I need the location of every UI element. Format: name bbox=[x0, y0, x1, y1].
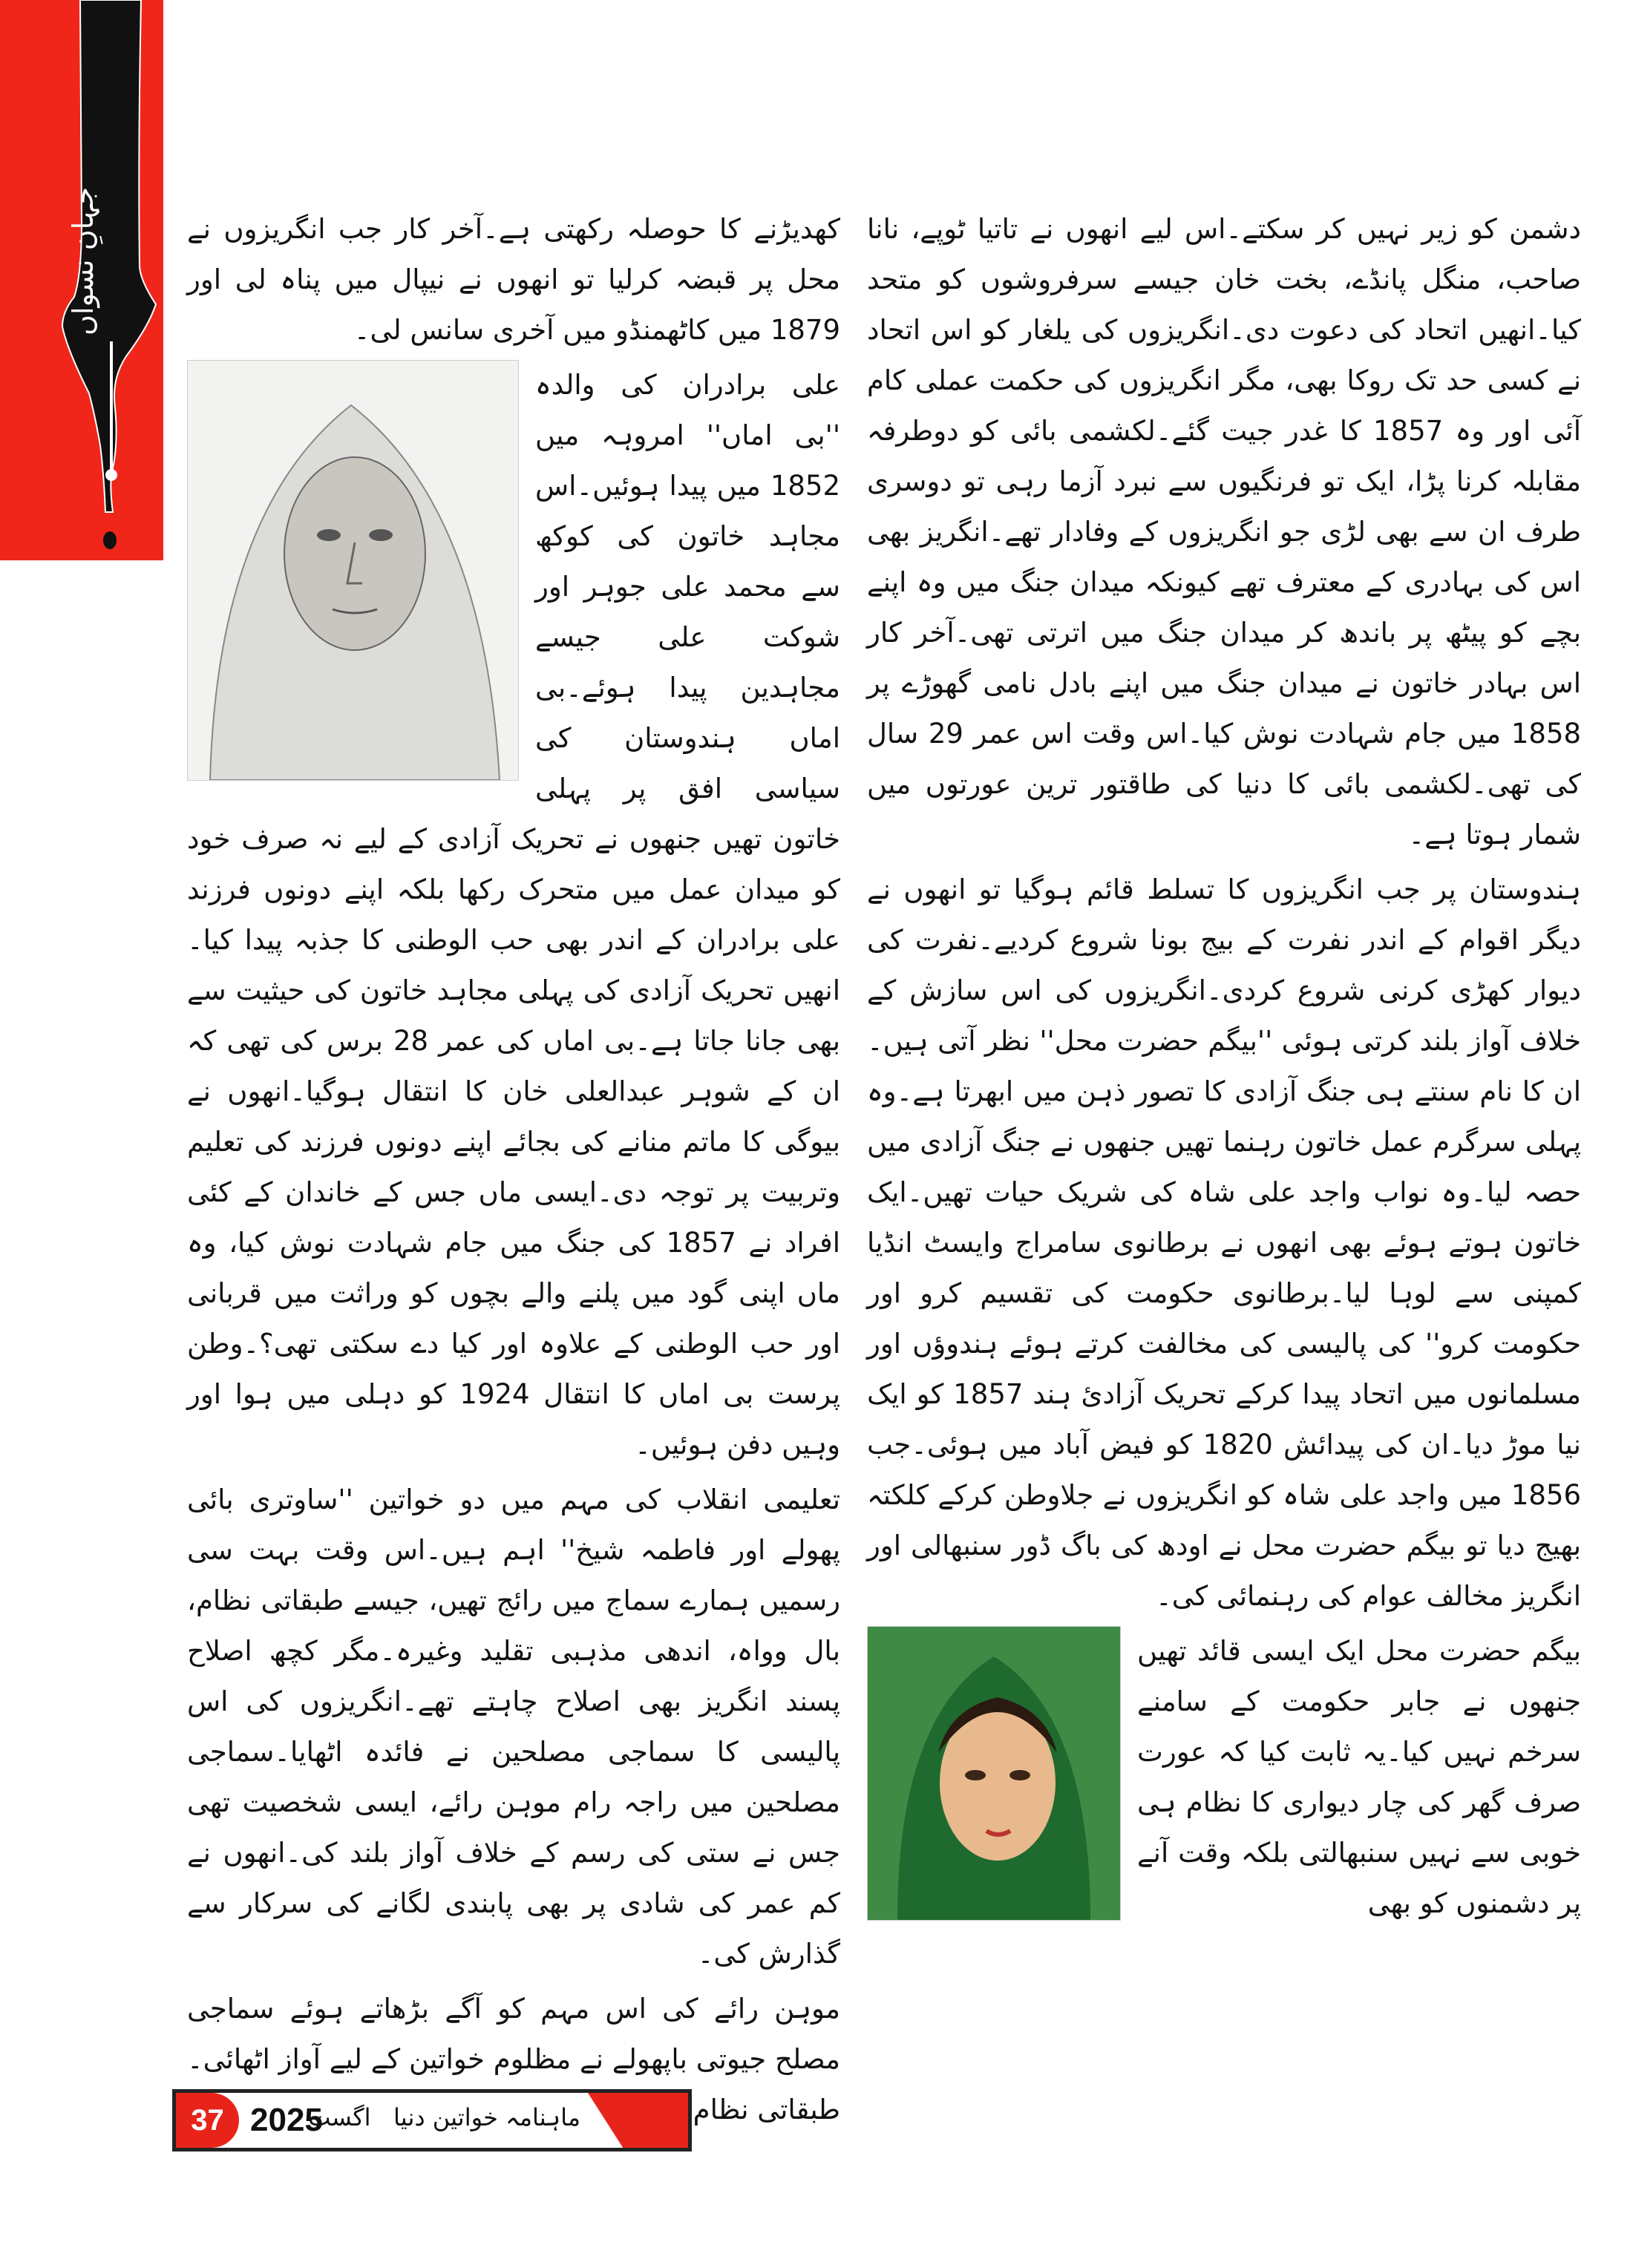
magazine-name: ماہنامہ خواتین دنیا bbox=[393, 2103, 580, 2131]
paragraph: بیگم حضرت محل ایک ایسی قائد تھیں جنھوں نے جابر حکومت کے سامنے سرخم نہیں کیا۔یہ ثابت کیا کہ عورت صرف گھر کی چار دیواری کا نظام ہی خوبی سے نہیں سنبھالتی بلکہ وقت آنے پر دشمنوں کو بھی bbox=[1137, 1635, 1581, 1919]
magazine-title bbox=[308, 2103, 580, 2131]
bi-amma-sketch-portrait bbox=[187, 360, 519, 781]
page-number: 37 bbox=[176, 2093, 239, 2148]
paragraph: موہن رائے کی اس مہم کو آگے بڑھاتے ہوئے سماجی مصلح جیوتی باپھولے نے مظلوم خواتین کے لیے آواز اٹھائی۔طبقاتی نظام bbox=[187, 1993, 840, 2126]
section-banner bbox=[0, 0, 163, 560]
issue-year: 2025 bbox=[250, 2102, 323, 2138]
paragraph: دشمن کو زیر نہیں کر سکتے۔اس لیے انھوں نے تاتیا ٹوپے، نانا صاحب، منگل پانڈے، بخت خان جیسے سرفروشوں کو متحد کیا۔انھیں اتحاد کی دعوت دی۔انگریزوں کی یلغار کو اس اتحاد نے کسی حد تک روکا بھی، مگر انگریزوں کی حکمت عملی کام آئی اور وہ 1857 کا غدر جیت گئے۔لکشمی بائی کو دوطرفہ مقابلہ کرنا پڑا، ایک تو فرنگیوں سے نبرد آزما رہی تو دوسری طرف ان سے بھی لڑی جو انگریزوں کے وفادار تھے۔انگریز بھی اس کی بہادری کے معترف تھے کیونکہ میدان جنگ میں وہ اپنے بچے کو پیٹھ پر باندھ کر میدان جنگ میں اترتی تھی۔آخر کار اس بہادر خاتون نے میدان جنگ میں اپنے بادل نامی گھوڑے پر 1858 میں جام شہادت نوش کیا۔اس وقت اس عمر 29 سال کی تھی۔لکشمی بائی کا دنیا کی طاقتور ترین عورتوں میں شمار ہوتا ہے۔ bbox=[867, 213, 1581, 850]
paragraph: تعلیمی انقلاب کی مہم میں دو خواتین ''ساوتری بائی پھولے اور فاطمہ شیخ'' اہم ہیں۔اس وقت بہت سی رسمیں ہمارے سماج میں رائج تھیں، جیسے طبقاتی نظام، بال وواہ، اندھی مذہبی تقلید وغیرہ۔مگر کچھ اصلاح پسند انگریز بھی اصلاح چاہتے تھے۔انگریزوں کی اس پالیسی کا سماجی مصلحین نے فائدہ اٹھایا۔سماجی مصلحین میں راجہ رام موہن رائے، ایسی شخصیت تھی جس نے ستی کی رسم کے خلاف آواز بلند کی۔انھوں نے کم عمر کی شادی پر بھی پابندی لگانے کی سرکار سے گذارش کی۔ bbox=[187, 1484, 840, 1970]
section-title: جہانِ نسواں bbox=[67, 187, 99, 335]
woman-pen-logo-icon bbox=[588, 2093, 688, 2148]
page-footer bbox=[172, 2089, 692, 2151]
paragraph: علی برادران کی والدہ ''بی اماں'' امروہہ میں 1852 میں پیدا ہوئیں۔اس مجاہد خاتون کی کوکھ سے محمد علی جوہر اور شوکت علی جیسے مجاہدین پیدا ہوئے۔بی اماں ہندوستان کی سیاسی افق پر پہلی خاتون تھیں جنھوں نے تحریک آزادی کے لیے نہ صرف خود کو میدان عمل میں متحرک رکھا بلکہ اپنے دونوں فرزند علی برادران کے اندر بھی حب الوطنی کا جذبہ پیدا کیا۔انھیں تحریک آزادی کی پہلی مجاہد خاتون کی حیثیت سے بھی جانا جاتا ہے۔بی اماں کی عمر 28 برس کی تھی کہ ان کے شوہر عبدالعلی خان کا انتقال ہوگیا۔انھوں نے بیوگی کا ماتم منانے کی بجائے اپنے دونوں فرزند کی تعلیم وتربیت پر توجہ دی۔ایسی ماں جس کے خاندان کے کئی افراد نے 1857 کی جنگ میں جام شہادت نوش کیا، وہ ماں اپنی گود میں پلنے والے بچوں کو وراثت میں قربانی اور حب الوطنی کے علاوہ اور کیا دے سکتی تھی؟۔وطن پرست بی اماں کا انتقال 1924 کو دہلی میں ہوا اور وہیں دفن ہوئیں۔ bbox=[187, 369, 840, 1461]
paragraph: ہندوستان پر جب انگریزوں کا تسلط قائم ہوگیا تو انھوں نے دیگر اقوام کے اندر نفرت کے بیج بونا شروع کردیے۔نفرت کی دیوار کھڑی کرنی شروع کردی۔انگریزوں کی اس سازش کے خلاف آواز بلند کرتی ہوئی ''بیگم حضرت محل'' نظر آتی ہیں۔ان کا نام سنتے ہی جنگ آزادی کا تصور ذہن میں ابھرتا ہے۔وہ پہلی سرگرم عمل خاتون رہنما تھیں جنھوں نے جنگ آزادی میں حصہ لیا۔وہ نواب واجد علی شاہ کی شریک حیات تھیں۔ایک خاتون ہوتے ہوئے بھی انھوں نے برطانوی سامراج وایسٹ انڈیا کمپنی سے لوہا لیا۔برطانوی حکومت کی تقسیم کرو اور حکومت کرو'' کی پالیسی کی مخالفت کرتے ہوئے ہندوؤں اور مسلمانوں میں اتحاد پیدا کرکے تحریک آزادیٔ ہند 1857 کو ایک نیا موڑ دیا۔ان کی پیدائش 1820 کو فیض آباد میں ہوئی۔جب 1856 میں واجد علی شاہ کو انگریزوں نے جلاوطن کرکے کلکتہ بھیج دیا تو بیگم حضرت محل نے اودھ کی باگ ڈور سنبھالی اور انگریز مخالف عوام کی رہنمائی کی۔ bbox=[867, 874, 1581, 1612]
left-column bbox=[187, 204, 840, 2140]
issue-month: اگست bbox=[308, 2103, 371, 2131]
paragraph: کھدیڑنے کا حوصلہ رکھتی ہے۔آخر کار جب انگریزوں نے محل پر قبضہ کرلیا تو انھوں نے نیپال میں پناہ لی اور 1879 میں کاٹھمنڈو میں آخری سانس لی۔ bbox=[187, 213, 840, 346]
right-column bbox=[867, 204, 1581, 1933]
begum-hazrat-mahal-portrait bbox=[867, 1626, 1121, 1921]
